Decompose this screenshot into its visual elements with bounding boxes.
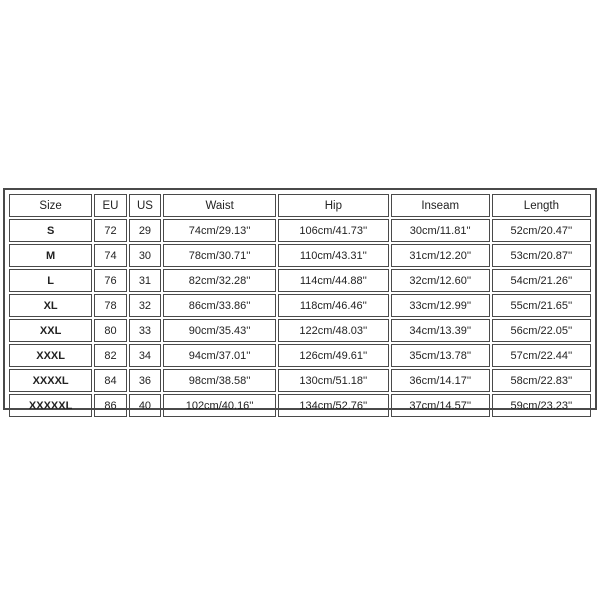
cell-inseam: 30cm/11.81'' bbox=[391, 219, 490, 242]
cell-waist: 78cm/30.71'' bbox=[163, 244, 276, 267]
cell-length: 54cm/21.26'' bbox=[492, 269, 591, 292]
cell-us: 32 bbox=[129, 294, 161, 317]
cell-size: XXXXXL bbox=[9, 394, 92, 417]
cell-us: 36 bbox=[129, 369, 161, 392]
cell-inseam: 33cm/12.99'' bbox=[391, 294, 490, 317]
table-row bbox=[9, 219, 591, 242]
cell-eu: 76 bbox=[94, 269, 126, 292]
cell-size: M bbox=[9, 244, 92, 267]
table-row bbox=[9, 244, 591, 267]
cell-waist: 90cm/35.43'' bbox=[163, 319, 276, 342]
cell-hip: 106cm/41.73'' bbox=[278, 219, 389, 242]
table-header-row bbox=[9, 194, 591, 217]
cell-length: 53cm/20.87'' bbox=[492, 244, 591, 267]
cell-eu: 78 bbox=[94, 294, 126, 317]
size-table bbox=[7, 192, 593, 419]
cell-size: S bbox=[9, 219, 92, 242]
table-row bbox=[9, 319, 591, 342]
cell-us: 29 bbox=[129, 219, 161, 242]
cell-inseam: 32cm/12.60'' bbox=[391, 269, 490, 292]
cell-length: 52cm/20.47'' bbox=[492, 219, 591, 242]
cell-length: 56cm/22.05'' bbox=[492, 319, 591, 342]
cell-inseam: 31cm/12.20'' bbox=[391, 244, 490, 267]
table-row bbox=[9, 369, 591, 392]
cell-inseam: 36cm/14.17'' bbox=[391, 369, 490, 392]
cell-inseam: 34cm/13.39'' bbox=[391, 319, 490, 342]
cell-hip: 134cm/52.76'' bbox=[278, 394, 389, 417]
cell-hip: 118cm/46.46'' bbox=[278, 294, 389, 317]
cell-hip: 114cm/44.88'' bbox=[278, 269, 389, 292]
column-header-size: Size bbox=[9, 194, 92, 217]
cell-eu: 84 bbox=[94, 369, 126, 392]
cell-hip: 130cm/51.18'' bbox=[278, 369, 389, 392]
column-header-us: US bbox=[129, 194, 161, 217]
cell-us: 40 bbox=[129, 394, 161, 417]
cell-size: XXXXL bbox=[9, 369, 92, 392]
cell-waist: 102cm/40.16'' bbox=[163, 394, 276, 417]
column-header-length: Length bbox=[492, 194, 591, 217]
cell-inseam: 35cm/13.78'' bbox=[391, 344, 490, 367]
cell-waist: 98cm/38.58'' bbox=[163, 369, 276, 392]
cell-inseam: 37cm/14.57'' bbox=[391, 394, 490, 417]
cell-us: 34 bbox=[129, 344, 161, 367]
cell-length: 55cm/21.65'' bbox=[492, 294, 591, 317]
cell-us: 31 bbox=[129, 269, 161, 292]
cell-size: L bbox=[9, 269, 92, 292]
cell-us: 30 bbox=[129, 244, 161, 267]
cell-eu: 74 bbox=[94, 244, 126, 267]
cell-eu: 82 bbox=[94, 344, 126, 367]
cell-hip: 110cm/43.31'' bbox=[278, 244, 389, 267]
cell-waist: 86cm/33.86'' bbox=[163, 294, 276, 317]
cell-length: 58cm/22.83'' bbox=[492, 369, 591, 392]
column-header-inseam: Inseam bbox=[391, 194, 490, 217]
cell-waist: 82cm/32.28'' bbox=[163, 269, 276, 292]
size-chart bbox=[3, 188, 597, 410]
column-header-waist: Waist bbox=[163, 194, 276, 217]
cell-size: XL bbox=[9, 294, 92, 317]
cell-waist: 94cm/37.01'' bbox=[163, 344, 276, 367]
cell-size: XXL bbox=[9, 319, 92, 342]
cell-eu: 80 bbox=[94, 319, 126, 342]
column-header-hip: Hip bbox=[278, 194, 389, 217]
cell-eu: 72 bbox=[94, 219, 126, 242]
cell-us: 33 bbox=[129, 319, 161, 342]
cell-length: 59cm/23.23'' bbox=[492, 394, 591, 417]
cell-length: 57cm/22.44'' bbox=[492, 344, 591, 367]
table-row bbox=[9, 344, 591, 367]
table-row bbox=[9, 269, 591, 292]
cell-waist: 74cm/29.13'' bbox=[163, 219, 276, 242]
cell-eu: 86 bbox=[94, 394, 126, 417]
cell-hip: 126cm/49.61'' bbox=[278, 344, 389, 367]
cell-hip: 122cm/48.03'' bbox=[278, 319, 389, 342]
table-row bbox=[9, 294, 591, 317]
table-row bbox=[9, 394, 591, 417]
cell-size: XXXL bbox=[9, 344, 92, 367]
column-header-eu: EU bbox=[94, 194, 126, 217]
